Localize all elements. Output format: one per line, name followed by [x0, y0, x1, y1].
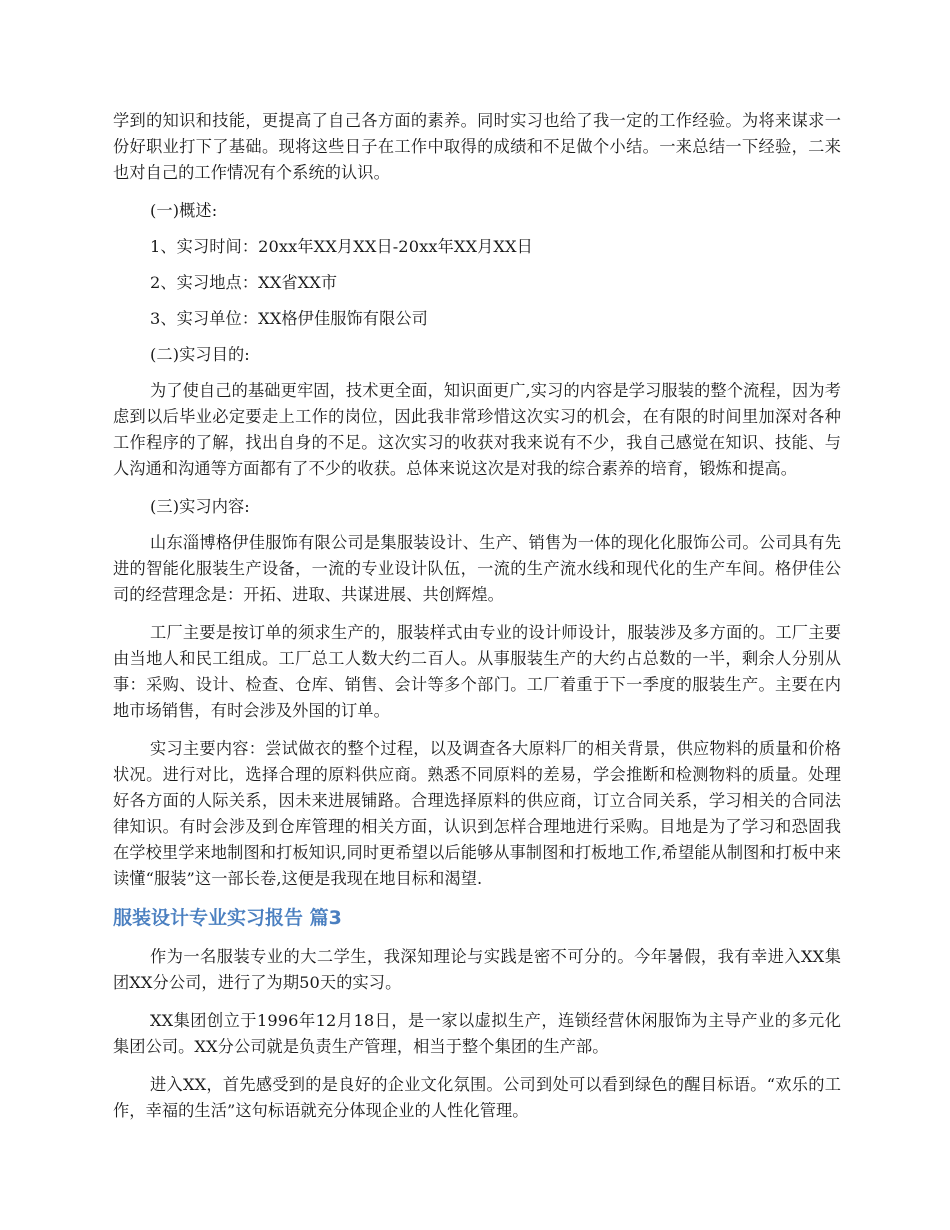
paragraph-factory: 工厂主要是按订单的须求生产的，服装样式由专业的设计师设计，服装涉及多方面的。工厂主要由当地人和民工组成。工厂总工人数大约二百人。从事服装生产的大约占总数的一半，剩余人分别从事：采购、设计、检查、仓库、销售、会计等多个部门。工厂着重于下一季度的服装生产。主要在内地市场销售，有时会涉及外国的订单。 [113, 623, 841, 720]
paragraph-continued: 学到的知识和技能，更提高了自己各方面的素养。同时实习也给了我一定的工作经验。为将来谋求一份好职业打下了基础。现将这些日子在工作中取得的成绩和不足做个小结。一来总结一下经验，二来也对自己的工作情况有个系统的认识。 [113, 111, 841, 182]
paragraph-company-intro: 山东淄博格伊佳服饰有限公司是集服装设计、生产、销售为一体的现化化服饰公司。公司具有先进的智能化服装生产设备，一流的专业设计队伍，一流的生产流水线和现代化的生产车间。格伊佳公司的经营理念是：开拓、进取、共谋进展、共创辉煌。 [113, 533, 841, 604]
subheading-purpose: (二)实习目的: [150, 345, 250, 364]
section-heading: 服装设计专业实习报告 篇3 [113, 907, 342, 929]
list-item-time: 1、实习时间：20xx年XX月XX日-20xx年XX月XX日 [150, 237, 533, 256]
paragraph-internship-content: 实习主要内容：尝试做衣的整个过程，以及调查各大原料厂的相关背景，供应物料的质量和价格状况。进行对比，选择合理的原料供应商。熟悉不同原料的差易，学会推断和检测物料的质量。处理好各方面的人际关系，因未来进展铺路。合理选择原料的供应商，订立合同关系，学习相关的合同法律知识。有时会涉及到仓库管理的相关方面，认识到怎样合理地进行采购。目地是为了学习和恐固我在学校里学来地制图和打板知识,同时更希望以后能够从事制图和打板地工作,希望能从制图和打板中来读懂“服装”这一部长卷,这便是我现在地目标和渴望. [113, 739, 841, 888]
list-item-company: 3、实习单位：XX格伊佳服饰有限公司 [150, 309, 428, 328]
subheading-content: (三)实习内容: [150, 497, 250, 516]
paragraph-intro: 作为一名服装专业的大二学生，我深知理论与实践是密不可分的。今年暑假，我有幸进入XX集团XX分公司，进行了为期50天的实习。 [113, 947, 841, 992]
document-body [113, 108, 841, 1136]
paragraph-group-info: XX集团创立于1996年12月18日，是一家以虚拟生产，连锁经营休闲服饰为主导产业的多元化集团公司。XX分公司就是负责生产管理，相当于整个集团的生产部。 [113, 1011, 841, 1056]
paragraph-purpose: 为了使自己的基础更牢固，技术更全面，知识面更广,实习的内容是学习服装的整个流程，因为考虑到以后毕业必定要走上工作的岗位，因此我非常珍惜这次实习的机会，在有限的时间里加深对各种工作程序的了解，找出自身的不足。这次实习的收获对我来说有不少，我自己感觉在知识、技能、与人沟通和沟通等方面都有了不少的收获。总体来说这次是对我的综合素养的培育，锻炼和提高。 [113, 381, 841, 478]
subheading-overview: (一)概述: [150, 201, 218, 220]
list-item-location: 2、实习地点：XX省XX市 [150, 273, 338, 292]
paragraph-culture: 进入XX，首先感受到的是良好的企业文化氛围。公司到处可以看到绿色的醒目标语。“欢乐的工作，幸福的生活”这句标语就充分体现企业的人性化管理。 [113, 1075, 841, 1120]
